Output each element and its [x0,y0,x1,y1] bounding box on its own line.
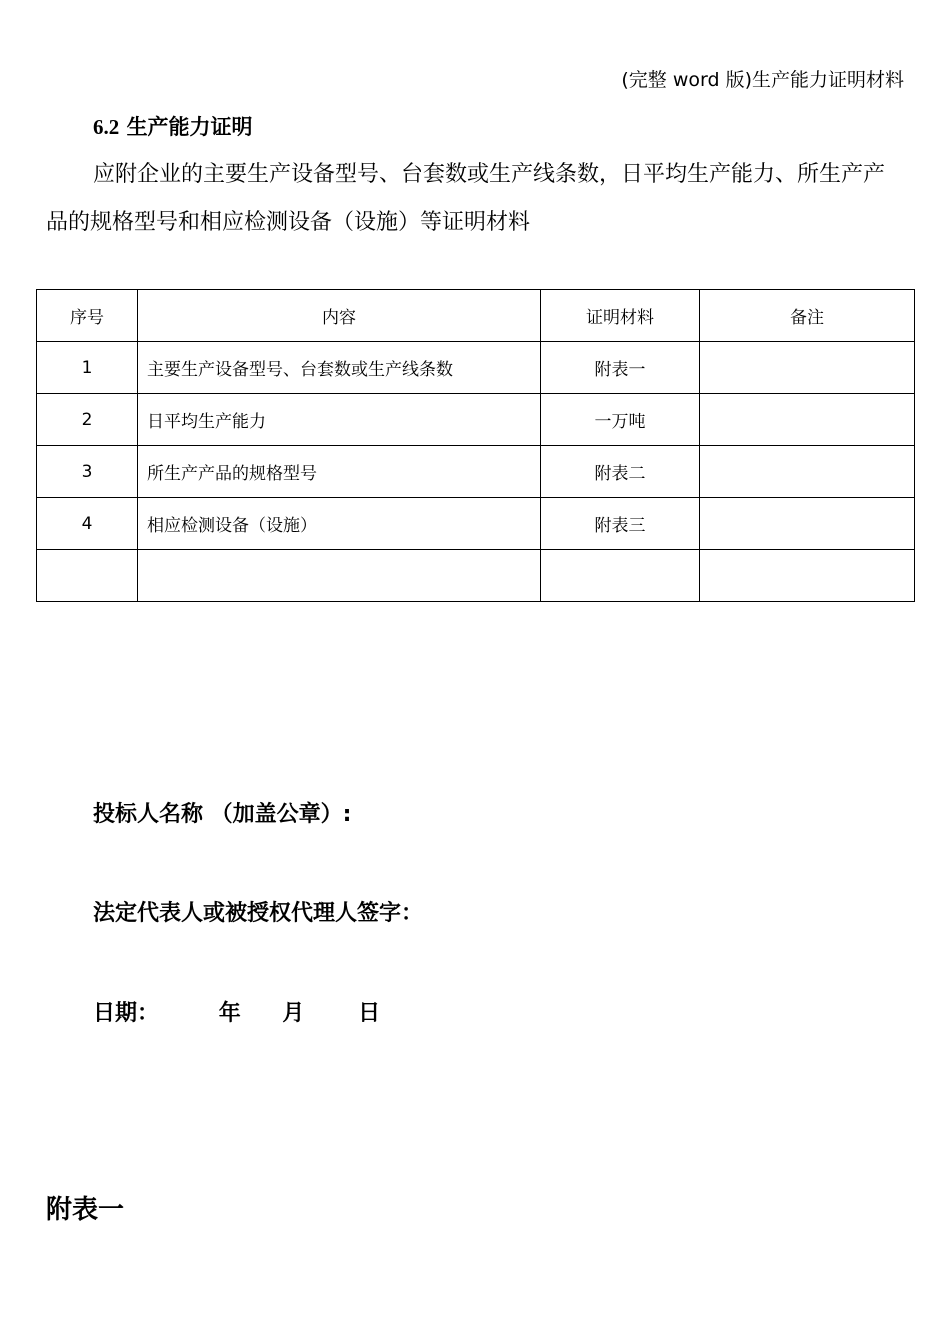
table-row [37,342,915,394]
section-heading [93,112,253,142]
year-label: 年 [218,1001,241,1026]
cell-remark [700,446,915,498]
cell-content: 主要生产设备型号、台套数或生产线条数 [138,342,541,394]
cell-material: 一万吨 [541,394,700,446]
cell-remark [700,550,915,602]
section-intro: 应附企业的主要生产设备型号、台套数或生产线条数，日平均生产能力、所生产产品的规格型号和相应检测设备（设施）等证明材料 [46,162,886,235]
cell-material: 附表一 [541,342,700,394]
header-remark: 备注 [700,290,915,342]
document-title: (完整 word 版)生产能力证明材料 [621,69,904,91]
table-row [37,446,915,498]
cell-remark [700,394,915,446]
section-title: 生产能力证明 [126,115,253,139]
cell-remark [700,342,915,394]
cell-content: 所生产产品的规格型号 [138,446,541,498]
materials-table [36,289,915,602]
table-row [37,394,915,446]
header-content: 内容 [138,290,541,342]
header-material: 证明材料 [541,290,700,342]
cell-material: 附表三 [541,498,700,550]
cell-serial: 1 [37,342,138,394]
section-number: 6.2 [93,115,120,139]
cell-remark [700,498,915,550]
month-label: 月 [282,1001,305,1026]
cell-serial: 3 [37,446,138,498]
cell-content: 相应检测设备（设施） [138,498,541,550]
header-serial: 序号 [37,290,138,342]
date-line [93,998,380,1030]
cell-serial: 2 [37,394,138,446]
table-row-empty [37,550,915,602]
table-row [37,498,915,550]
cell-serial: 4 [37,498,138,550]
cell-serial [37,550,138,602]
cell-material [541,550,700,602]
appendix-heading: 附表一 [46,1195,125,1225]
bidder-name-label: 投标人名称 （加盖公章）: [93,802,352,827]
cell-content: 日平均生产能力 [138,394,541,446]
date-label: 日期： [93,1001,160,1026]
table-header-row [37,290,915,342]
representative-signature-label: 法定代表人或被授权代理人签字： [93,901,424,926]
cell-material: 附表二 [541,446,700,498]
cell-content [138,550,541,602]
day-label: 日 [358,1001,381,1026]
